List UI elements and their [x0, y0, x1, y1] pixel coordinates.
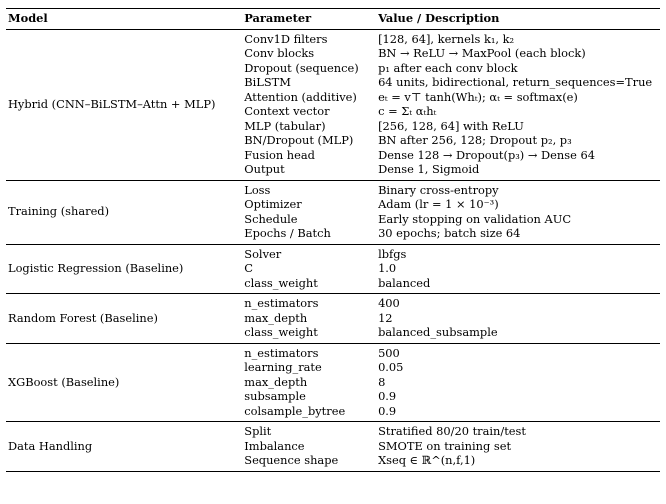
table-body: [6, 29, 660, 471]
parameter-cell: [244, 244, 378, 294]
parameter-name: colsample_bytree: [244, 403, 346, 418]
parameter-name: class_weight: [244, 325, 318, 339]
parameter-value: Early stopping on validation AUC: [378, 211, 572, 226]
header-row: [6, 9, 660, 30]
parameter-value: c = Σₜ αₜhₜ: [378, 104, 437, 118]
parameter-value: Xseq ∈ ℝ^(n,f,1): [378, 453, 476, 467]
parameter-value: p₁ after each conv block: [378, 60, 518, 75]
parameter-name: Schedule: [244, 211, 298, 226]
parameter-cell: [244, 29, 378, 180]
parameter-value: 64 units, bidirectional, return_sequences=True: [378, 75, 653, 89]
parameter-value: [128, 64], kernels k₁, k₂: [378, 31, 515, 46]
value-cell: [378, 29, 660, 180]
parameter-name: Conv1D filters: [244, 31, 328, 46]
model-name: Random Forest (Baseline): [6, 294, 244, 344]
parameter-value: SMOTE on training set: [378, 438, 512, 453]
parameter-name: Context vector: [244, 104, 330, 118]
parameter-value: Dense 1, Sigmoid: [378, 162, 480, 176]
parameter-name: max_depth: [244, 374, 308, 389]
parameter-name: Output: [244, 162, 285, 176]
value-cell: [378, 244, 660, 294]
header-value: Value / Description: [378, 9, 660, 30]
value-cell: [378, 180, 660, 244]
model-name: Data Handling: [6, 422, 244, 472]
parameter-cell: [244, 180, 378, 244]
model-name: XGBoost (Baseline): [6, 343, 244, 422]
parameter-value: 0.05: [378, 360, 404, 374]
parameter-name: MLP (tabular): [244, 118, 326, 133]
table-row: [6, 29, 660, 180]
parameter-value: 0.9: [378, 403, 397, 418]
hyperparameter-table: [6, 8, 660, 472]
parameter-name: Loss: [244, 182, 271, 197]
parameter-value: Binary cross-entropy: [378, 182, 499, 197]
parameter-value: 500: [378, 345, 400, 360]
parameter-value: 400: [378, 296, 400, 310]
parameter-value: Adam (lr = 1 × 10⁻³): [378, 197, 499, 211]
parameter-value: Stratified 80/20 train/test: [378, 424, 526, 438]
parameter-name: BN/Dropout (MLP): [244, 133, 354, 147]
parameter-value: balanced: [378, 275, 431, 290]
model-name: Hybrid (CNN–BiLSTM–Attn + MLP): [6, 29, 244, 180]
value-cell: [378, 343, 660, 422]
table-row: [6, 244, 660, 294]
parameter-cell: [244, 422, 378, 472]
parameter-value: BN → ReLU → MaxPool (each block): [378, 46, 586, 60]
value-cell: [378, 422, 660, 472]
parameter-name: Conv blocks: [244, 46, 315, 60]
model-name: Logistic Regression (Baseline): [6, 244, 244, 294]
value-cell: [378, 294, 660, 344]
model-name: Training (shared): [6, 180, 244, 244]
parameter-name: C: [244, 261, 253, 275]
parameter-name: Attention (additive): [244, 89, 357, 104]
parameter-value: lbfgs: [378, 246, 407, 261]
parameter-name: Solver: [244, 246, 282, 261]
parameter-cell: [244, 294, 378, 344]
table-row: [6, 294, 660, 344]
parameter-value: Dense 128 → Dropout(p₃) → Dense 64: [378, 147, 595, 162]
parameter-value: 1.0: [378, 261, 397, 275]
parameter-name: Split: [244, 424, 272, 438]
parameter-name: Dropout (sequence): [244, 60, 359, 75]
header-model: Model: [6, 9, 244, 30]
parameter-value: 12: [378, 310, 393, 325]
parameter-value: [256, 128, 64] with ReLU: [378, 118, 524, 133]
parameter-name: Fusion head: [244, 147, 315, 162]
parameter-value: eₜ = v⊤ tanh(Whₜ); αₜ = softmax(e): [378, 89, 578, 104]
parameter-value: 8: [378, 374, 386, 389]
parameter-name: Imbalance: [244, 438, 305, 453]
table-row: [6, 343, 660, 422]
parameter-name: max_depth: [244, 310, 308, 325]
parameter-value: BN after 256, 128; Dropout p₂, p₃: [378, 133, 572, 147]
parameter-name: n_estimators: [244, 296, 319, 310]
table-row: [6, 422, 660, 472]
header-parameter: Parameter: [244, 9, 378, 30]
parameter-name: class_weight: [244, 275, 318, 290]
parameter-name: learning_rate: [244, 360, 322, 374]
parameter-value: 30 epochs; batch size 64: [378, 226, 521, 240]
parameter-value: balanced_subsample: [378, 325, 498, 339]
parameter-name: Sequence shape: [244, 453, 339, 467]
table-row: [6, 180, 660, 244]
parameter-cell: [244, 343, 378, 422]
parameter-name: BiLSTM: [244, 75, 291, 89]
parameter-value: 0.9: [378, 389, 397, 403]
parameter-name: n_estimators: [244, 345, 319, 360]
parameter-name: Optimizer: [244, 197, 302, 211]
parameter-name: Epochs / Batch: [244, 226, 331, 240]
parameter-name: subsample: [244, 389, 306, 403]
